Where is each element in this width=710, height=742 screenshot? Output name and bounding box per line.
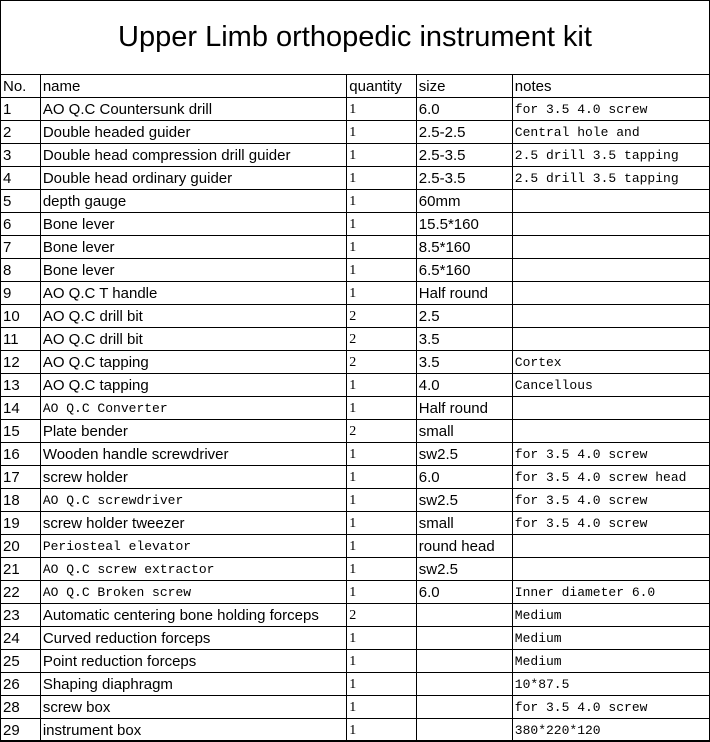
cell-notes [512, 305, 709, 328]
cell-quantity: 1 [347, 282, 416, 305]
cell-size [416, 696, 512, 719]
cell-name: Wooden handle screwdriver [40, 443, 346, 466]
table-row [1, 282, 710, 305]
cell-no: 10 [1, 305, 41, 328]
cell-quantity: 2 [347, 604, 416, 627]
cell-notes: for 3.5 4.0 screw [512, 512, 709, 535]
table-row [1, 420, 710, 443]
table-row [1, 167, 710, 190]
cell-no: 21 [1, 558, 41, 581]
instrument-table [0, 74, 710, 742]
cell-notes [512, 397, 709, 420]
cell-notes: Medium [512, 650, 709, 673]
cell-size: 60mm [416, 190, 512, 213]
cell-no: 14 [1, 397, 41, 420]
table-row [1, 144, 710, 167]
cell-no: 13 [1, 374, 41, 397]
table-row [1, 489, 710, 512]
cell-quantity: 1 [347, 374, 416, 397]
cell-size [416, 650, 512, 673]
cell-no: 23 [1, 604, 41, 627]
cell-quantity: 2 [347, 420, 416, 443]
cell-name: screw holder [40, 466, 346, 489]
cell-notes: Cortex [512, 351, 709, 374]
cell-quantity: 1 [347, 535, 416, 558]
cell-name: Shaping diaphragm [40, 673, 346, 696]
cell-size: 2.5-2.5 [416, 121, 512, 144]
cell-size: sw2.5 [416, 558, 512, 581]
cell-notes: Cancellous [512, 374, 709, 397]
cell-name: Periosteal elevator [40, 535, 346, 558]
cell-no: 12 [1, 351, 41, 374]
header-no: No. [1, 75, 41, 98]
cell-quantity: 1 [347, 696, 416, 719]
cell-size: 2.5-3.5 [416, 167, 512, 190]
cell-quantity: 2 [347, 305, 416, 328]
cell-quantity: 2 [347, 328, 416, 351]
page-title: Upper Limb orthopedic instrument kit [118, 20, 592, 53]
header-quantity: quantity [347, 75, 416, 98]
cell-notes: 10*87.5 [512, 673, 709, 696]
cell-quantity: 1 [347, 259, 416, 282]
cell-name: Point reduction forceps [40, 650, 346, 673]
table-row [1, 627, 710, 650]
table-row [1, 374, 710, 397]
cell-size: sw2.5 [416, 489, 512, 512]
cell-size: 8.5*160 [416, 236, 512, 259]
cell-name: Curved reduction forceps [40, 627, 346, 650]
cell-quantity: 1 [347, 144, 416, 167]
cell-notes [512, 213, 709, 236]
cell-size: 6.0 [416, 466, 512, 489]
cell-name: AO Q.C Countersunk drill [40, 98, 346, 121]
cell-name: AO Q.C tapping [40, 374, 346, 397]
cell-no: 18 [1, 489, 41, 512]
cell-name: Double head compression drill guider [40, 144, 346, 167]
cell-notes [512, 328, 709, 351]
cell-no: 2 [1, 121, 41, 144]
cell-no: 19 [1, 512, 41, 535]
cell-notes: 2.5 drill 3.5 tapping [512, 144, 709, 167]
cell-notes: 380*220*120 [512, 719, 709, 742]
table-row [1, 673, 710, 696]
cell-size: 6.0 [416, 98, 512, 121]
cell-size: small [416, 420, 512, 443]
cell-notes: Medium [512, 604, 709, 627]
cell-name: screw box [40, 696, 346, 719]
cell-quantity: 2 [347, 351, 416, 374]
table-row [1, 535, 710, 558]
table-row [1, 351, 710, 374]
cell-quantity: 1 [347, 98, 416, 121]
cell-notes: for 3.5 4.0 screw head [512, 466, 709, 489]
cell-notes [512, 420, 709, 443]
cell-no: 25 [1, 650, 41, 673]
cell-name: instrument box [40, 719, 346, 742]
header-name: name [40, 75, 346, 98]
cell-size: 4.0 [416, 374, 512, 397]
cell-name: Plate bender [40, 420, 346, 443]
table-row [1, 397, 710, 420]
header-size: size [416, 75, 512, 98]
cell-no: 26 [1, 673, 41, 696]
cell-size: 6.5*160 [416, 259, 512, 282]
cell-no: 7 [1, 236, 41, 259]
cell-name: Bone lever [40, 236, 346, 259]
cell-no: 24 [1, 627, 41, 650]
cell-quantity: 1 [347, 443, 416, 466]
cell-size: 2.5 [416, 305, 512, 328]
cell-quantity: 1 [347, 673, 416, 696]
cell-name: Bone lever [40, 213, 346, 236]
cell-no: 29 [1, 719, 41, 742]
cell-notes: Medium [512, 627, 709, 650]
table-row [1, 328, 710, 351]
header-row [1, 75, 710, 98]
cell-name: AO Q.C Broken screw [40, 581, 346, 604]
cell-no: 6 [1, 213, 41, 236]
cell-quantity: 1 [347, 213, 416, 236]
table-row [1, 696, 710, 719]
table-row [1, 581, 710, 604]
table-row [1, 558, 710, 581]
table-row [1, 305, 710, 328]
cell-no: 9 [1, 282, 41, 305]
cell-notes [512, 558, 709, 581]
cell-size: Half round [416, 397, 512, 420]
cell-name: AO Q.C drill bit [40, 305, 346, 328]
cell-size [416, 604, 512, 627]
cell-notes [512, 236, 709, 259]
cell-name: AO Q.C T handle [40, 282, 346, 305]
cell-no: 16 [1, 443, 41, 466]
cell-notes [512, 259, 709, 282]
cell-notes: for 3.5 4.0 screw [512, 696, 709, 719]
cell-notes [512, 282, 709, 305]
cell-name: AO Q.C screw extractor [40, 558, 346, 581]
cell-size [416, 719, 512, 742]
cell-notes: for 3.5 4.0 screw [512, 98, 709, 121]
cell-no: 1 [1, 98, 41, 121]
table-row [1, 719, 710, 742]
table-row [1, 236, 710, 259]
cell-name: AO Q.C screwdriver [40, 489, 346, 512]
cell-notes: Central hole and [512, 121, 709, 144]
cell-size: small [416, 512, 512, 535]
cell-name: AO Q.C drill bit [40, 328, 346, 351]
cell-size: 3.5 [416, 351, 512, 374]
cell-quantity: 1 [347, 121, 416, 144]
cell-quantity: 1 [347, 236, 416, 259]
cell-size: Half round [416, 282, 512, 305]
cell-quantity: 1 [347, 397, 416, 420]
cell-name: Double headed guider [40, 121, 346, 144]
cell-quantity: 1 [347, 581, 416, 604]
table-row [1, 213, 710, 236]
cell-notes: 2.5 drill 3.5 tapping [512, 167, 709, 190]
table-row [1, 98, 710, 121]
cell-quantity: 1 [347, 466, 416, 489]
cell-size [416, 673, 512, 696]
table-row [1, 443, 710, 466]
cell-size: round head [416, 535, 512, 558]
cell-name: Bone lever [40, 259, 346, 282]
cell-quantity: 1 [347, 719, 416, 742]
cell-notes [512, 190, 709, 213]
cell-size: sw2.5 [416, 443, 512, 466]
cell-quantity: 1 [347, 489, 416, 512]
cell-size: 2.5-3.5 [416, 144, 512, 167]
cell-name: depth gauge [40, 190, 346, 213]
cell-name: AO Q.C tapping [40, 351, 346, 374]
cell-size: 3.5 [416, 328, 512, 351]
table-row [1, 259, 710, 282]
cell-no: 28 [1, 696, 41, 719]
table-row [1, 466, 710, 489]
cell-quantity: 1 [347, 650, 416, 673]
cell-quantity: 1 [347, 512, 416, 535]
cell-notes: Inner diameter 6.0 [512, 581, 709, 604]
table-row [1, 604, 710, 627]
cell-size [416, 627, 512, 650]
table-row [1, 190, 710, 213]
cell-name: screw holder tweezer [40, 512, 346, 535]
cell-no: 8 [1, 259, 41, 282]
cell-no: 11 [1, 328, 41, 351]
cell-no: 3 [1, 144, 41, 167]
cell-no: 22 [1, 581, 41, 604]
cell-size: 6.0 [416, 581, 512, 604]
table-row [1, 650, 710, 673]
cell-quantity: 1 [347, 190, 416, 213]
cell-no: 20 [1, 535, 41, 558]
cell-notes [512, 535, 709, 558]
cell-name: Double head ordinary guider [40, 167, 346, 190]
cell-quantity: 1 [347, 558, 416, 581]
cell-no: 4 [1, 167, 41, 190]
cell-quantity: 1 [347, 167, 416, 190]
cell-no: 15 [1, 420, 41, 443]
cell-no: 17 [1, 466, 41, 489]
cell-notes: for 3.5 4.0 screw [512, 489, 709, 512]
header-notes: notes [512, 75, 709, 98]
table-row [1, 512, 710, 535]
cell-quantity: 1 [347, 627, 416, 650]
cell-name: Automatic centering bone holding forceps [40, 604, 346, 627]
cell-notes: for 3.5 4.0 screw [512, 443, 709, 466]
cell-no: 5 [1, 190, 41, 213]
table-row [1, 121, 710, 144]
cell-size: 15.5*160 [416, 213, 512, 236]
cell-name: AO Q.C Converter [40, 397, 346, 420]
